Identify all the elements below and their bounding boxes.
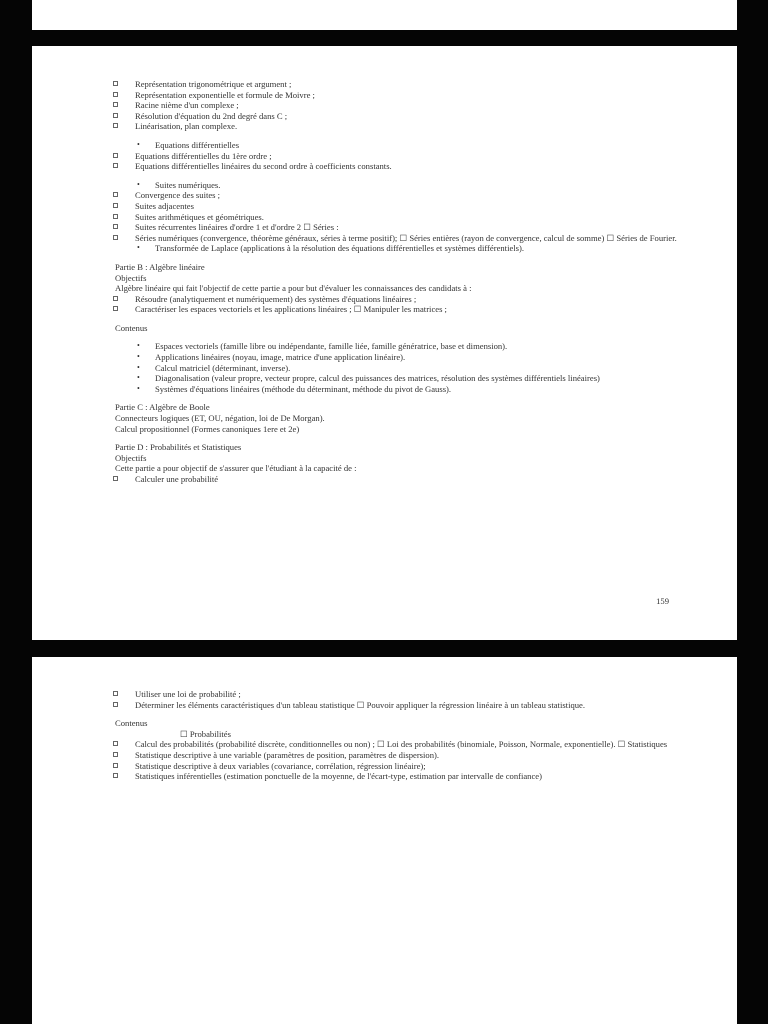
line-text: Résoudre (analytiquement et numériquement) des systèmes d'équations linéaires ;: [135, 293, 417, 304]
bullet-icon: •: [137, 362, 140, 372]
line-text: Partie B : Algèbre linéaire: [115, 261, 205, 272]
spacer: [115, 394, 685, 402]
line-text: Cette partie a pour objectif de s'assurer que l'étudiant à la capacité de :: [115, 463, 357, 474]
checkbox-bullet-icon: [113, 306, 118, 311]
line-text: Suites arithmétiques et géométriques.: [135, 211, 264, 222]
line-text: Statistiques inférentielles (estimation ponctuelle de la moyenne, de l'écart-type, estimation par intervalle de confiance): [135, 771, 542, 782]
checkbox-list-item: [115, 100, 685, 111]
bullet-heading: [115, 140, 685, 151]
spacer: [115, 315, 685, 323]
bullet-icon: •: [137, 383, 140, 393]
document-page-159: [32, 46, 737, 640]
line-text: Convergence des suites ;: [135, 190, 221, 201]
paragraph-line: [115, 718, 685, 729]
checkbox-bullet-icon: [113, 296, 118, 301]
paragraph-line: [115, 463, 685, 474]
paragraph-line: [115, 323, 685, 334]
checkbox-list-item: [115, 761, 685, 772]
paragraph-line: [115, 413, 685, 424]
checkbox-list-item: [115, 201, 685, 212]
line-text: Contenus: [115, 322, 148, 333]
line-text: Connecteurs logiques (ET, OU, négation, loi de De Morgan).: [115, 413, 325, 424]
line-text: Espaces vectoriels (famille libre ou indépendante, famille liée, famille génératrice, base et dimension).: [155, 341, 508, 352]
checkbox-bullet-icon: [113, 113, 118, 118]
line-text: Résolution d'équation du 2nd degré dans C ;: [135, 110, 288, 121]
paragraph-line: [115, 453, 685, 464]
line-text: Equations différentielles linéaires du second ordre à coefficients constants.: [135, 161, 392, 172]
line-text: Statistique descriptive à deux variables (covariance, corrélation, régression linéaire);: [135, 760, 426, 771]
paragraph-line: [115, 402, 685, 413]
checkbox-bullet-icon: [113, 224, 118, 229]
bullet-icon: •: [137, 179, 140, 189]
page-content: [115, 689, 685, 782]
checkbox-list-item: [115, 750, 685, 761]
line-text: Calcul matriciel (déterminant, inverse).: [155, 362, 291, 373]
checkbox-bullet-icon: [113, 214, 118, 219]
line-text: Suites numériques.: [155, 179, 221, 190]
line-text: Equations différentielles: [155, 139, 240, 150]
checkbox-list-item: [115, 294, 685, 305]
line-text: Algèbre linéaire qui fait l'objectif de cette partie a pour but d'évaluer les connaissances des candidats à :: [115, 283, 472, 294]
line-text: Applications linéaires (noyau, image, matrice d'une application linéaire).: [155, 352, 406, 363]
checkbox-bullet-icon: [113, 702, 118, 707]
bullet-list-item: [115, 341, 685, 352]
line-text: Représentation trigonométrique et argument ;: [135, 79, 292, 89]
bullet-icon: •: [137, 352, 140, 362]
checkbox-list-item: [115, 151, 685, 162]
page-content: [115, 79, 685, 485]
checkbox-bullet-icon: [113, 163, 118, 168]
checkbox-bullet-icon: [113, 752, 118, 757]
checkbox-list-item: [115, 233, 685, 244]
bullet-heading: [115, 180, 685, 191]
spacer: [115, 254, 685, 262]
line-text: Déterminer les éléments caractéristiques d'un tableau statistique ☐ Pouvoir appliquer la régression linéaire à un tableau statistique.: [135, 699, 586, 710]
paragraph-line: [115, 283, 685, 294]
sub-heading: [115, 729, 685, 740]
checkbox-bullet-icon: [113, 123, 118, 128]
checkbox-list-item: [115, 161, 685, 172]
spacer: [115, 132, 685, 140]
line-text: Contenus: [115, 718, 148, 729]
checkbox-list-item: [115, 739, 685, 750]
paragraph-line: [115, 273, 685, 284]
line-text: Caractériser les espaces vectoriels et les applications linéaires ; ☐ Manipuler les matrices ;: [135, 304, 447, 315]
checkbox-list-item: [115, 90, 685, 101]
checkbox-list-item: [115, 79, 685, 90]
bullet-icon: •: [137, 139, 140, 149]
line-text: Utiliser une loi de probabilité ;: [135, 689, 241, 699]
line-text: Suites adjacentes: [135, 200, 194, 211]
spacer: [115, 333, 685, 341]
checkbox-bullet-icon: [113, 102, 118, 107]
line-text: Diagonalisation (valeur propre, vecteur propre, calcul des puissances des matrices, résolution des systèmes différentiels linéaires): [155, 373, 600, 384]
line-text: Objectifs: [115, 272, 147, 283]
paragraph-line: [115, 262, 685, 273]
spacer: [115, 172, 685, 180]
line-text: Représentation exponentielle et formule de Moivre ;: [135, 89, 315, 100]
checkbox-list-item: [115, 304, 685, 315]
bullet-icon: •: [137, 243, 140, 253]
paragraph-line: [115, 424, 685, 435]
line-text: Linéarisation, plan complexe.: [135, 121, 238, 132]
paragraph-line: [115, 442, 685, 453]
line-text: Objectifs: [115, 452, 147, 463]
line-text: Calcul des probabilités (probabilité discrète, conditionnelles ou non) ; ☐ Loi des probabilités (binomiale, Poisson, Normale, exponentielle). ☐ Statistiques: [135, 739, 668, 750]
checkbox-list-item: [115, 190, 685, 201]
checkbox-list-item: [115, 689, 685, 700]
bullet-icon: •: [137, 373, 140, 383]
spacer: [115, 710, 685, 718]
checkbox-bullet-icon: [113, 203, 118, 208]
bullet-icon: •: [137, 341, 140, 351]
checkbox-bullet-icon: [113, 153, 118, 158]
checkbox-bullet-icon: [113, 691, 118, 696]
checkbox-bullet-icon: [113, 741, 118, 746]
checkbox-bullet-icon: [113, 81, 118, 86]
bullet-list-item: [115, 384, 685, 395]
bullet-list-item: [115, 352, 685, 363]
line-text: Systèmes d'équations linéaires (méthode du déterminant, méthode du pivot de Gauss).: [155, 383, 452, 394]
checkbox-list-item: [115, 771, 685, 782]
line-text: Racine nième d'un complexe ;: [135, 100, 239, 111]
previous-page-bottom: [32, 0, 737, 30]
bullet-list-item: [115, 363, 685, 374]
spacer: [115, 434, 685, 442]
document-page-160: [32, 657, 737, 1024]
checkbox-bullet-icon: [113, 192, 118, 197]
line-text: Séries numériques (convergence, théorème généraux, séries à terme positif); ☐ Séries entières (rayon de convergence, calcul de somme) ☐ Séries de Fourier.: [135, 232, 677, 243]
checkbox-list-item: [115, 111, 685, 122]
page-number: 159: [656, 596, 669, 606]
line-text: Equations différentielles du 1ère ordre ;: [135, 150, 272, 161]
checkbox-bullet-icon: [113, 92, 118, 97]
line-text: ☐ Probabilités: [180, 728, 231, 739]
line-text: Partie D : Probabilités et Statistiques: [115, 442, 242, 453]
bullet-list-item: [115, 373, 685, 384]
line-text: Calcul propositionnel (Formes canoniques 1ere et 2e): [115, 423, 300, 434]
checkbox-list-item: [115, 700, 685, 711]
line-text: Statistique descriptive à une variable (paramètres de position, paramètres de dispersion).: [135, 749, 440, 760]
line-text: Transformée de Laplace (applications à la résolution des équations différentielles et systèmes différentiels).: [155, 243, 525, 254]
line-text: Partie C : Algèbre de Boole: [115, 402, 210, 413]
checkbox-list-item: [115, 212, 685, 223]
line-text: Suites récurrentes linéaires d'ordre 1 et d'ordre 2 ☐ Séries :: [135, 222, 339, 233]
line-text: Calculer une probabilité: [135, 474, 219, 484]
checkbox-bullet-icon: [113, 763, 118, 768]
checkbox-list-item: [115, 222, 685, 233]
bullet-heading: [115, 243, 685, 254]
checkbox-bullet-icon: [113, 773, 118, 778]
checkbox-list-item: [115, 474, 685, 485]
checkbox-bullet-icon: [113, 235, 118, 240]
checkbox-list-item: [115, 121, 685, 132]
checkbox-bullet-icon: [113, 476, 118, 481]
